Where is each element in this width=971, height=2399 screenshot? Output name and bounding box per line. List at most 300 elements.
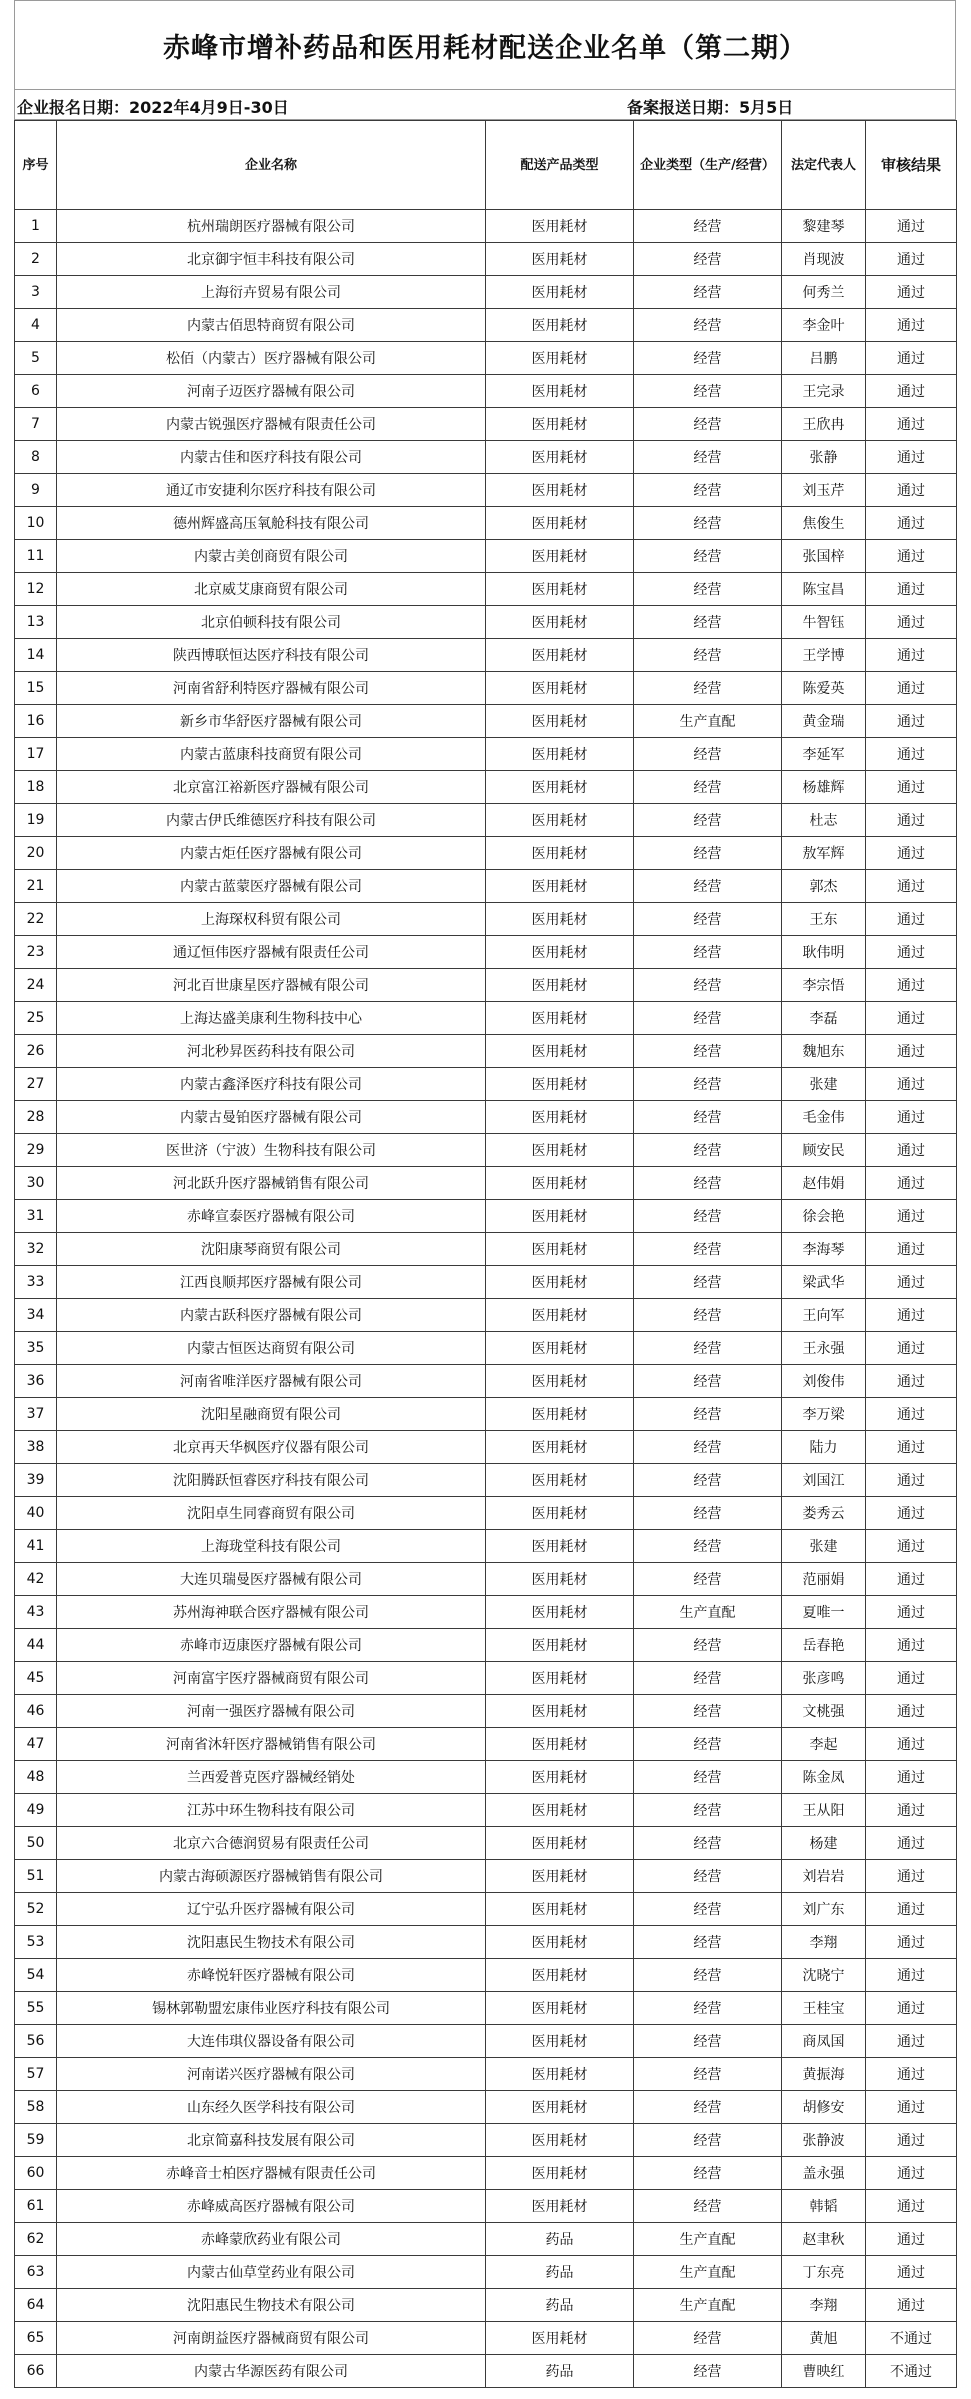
cell-type: 经营 <box>634 1959 782 1992</box>
cell-no: 1 <box>15 210 57 243</box>
cell-rep: 赵聿秋 <box>782 2223 866 2256</box>
cell-product: 医用耗材 <box>486 507 634 540</box>
cell-product: 医用耗材 <box>486 969 634 1002</box>
header-result: 审核结果 <box>866 121 957 210</box>
cell-rep: 徐会艳 <box>782 1200 866 1233</box>
cell-result: 通过 <box>866 1695 957 1728</box>
cell-product: 医用耗材 <box>486 936 634 969</box>
cell-no: 13 <box>15 606 57 639</box>
cell-result: 通过 <box>866 1068 957 1101</box>
cell-product: 医用耗材 <box>486 1860 634 1893</box>
cell-rep: 张彦鸣 <box>782 1662 866 1695</box>
table-row <box>15 408 957 441</box>
cell-result: 通过 <box>866 1629 957 1662</box>
cell-type: 经营 <box>634 1332 782 1365</box>
cell-no: 52 <box>15 1893 57 1926</box>
cell-no: 6 <box>15 375 57 408</box>
cell-type: 生产直配 <box>634 2223 782 2256</box>
cell-product: 医用耗材 <box>486 1530 634 1563</box>
cell-no: 47 <box>15 1728 57 1761</box>
cell-rep: 陈宝昌 <box>782 573 866 606</box>
cell-name: 内蒙古佳和医疗科技有限公司 <box>57 441 486 474</box>
cell-rep: 李起 <box>782 1728 866 1761</box>
cell-rep: 李翔 <box>782 1926 866 1959</box>
cell-result: 通过 <box>866 1101 957 1134</box>
cell-product: 药品 <box>486 2355 634 2388</box>
cell-result: 通过 <box>866 1200 957 1233</box>
cell-product: 医用耗材 <box>486 837 634 870</box>
cell-type: 经营 <box>634 1662 782 1695</box>
cell-name: 兰西爱普克医疗器械经销处 <box>57 1761 486 1794</box>
cell-no: 27 <box>15 1068 57 1101</box>
cell-name: 内蒙古鑫泽医疗科技有限公司 <box>57 1068 486 1101</box>
cell-name: 锡林郭勒盟宏康伟业医疗科技有限公司 <box>57 1992 486 2025</box>
cell-product: 医用耗材 <box>486 2190 634 2223</box>
cell-result: 通过 <box>866 2058 957 2091</box>
document-sheet <box>14 0 956 2386</box>
cell-rep: 沈晓宁 <box>782 1959 866 1992</box>
cell-rep: 李宗悟 <box>782 969 866 1002</box>
cell-product: 医用耗材 <box>486 1035 634 1068</box>
cell-type: 经营 <box>634 771 782 804</box>
cell-name: 内蒙古华源医药有限公司 <box>57 2355 486 2388</box>
cell-name: 内蒙古仙草堂药业有限公司 <box>57 2256 486 2289</box>
cell-result: 通过 <box>866 474 957 507</box>
cell-type: 经营 <box>634 1266 782 1299</box>
cell-type: 经营 <box>634 1629 782 1662</box>
cell-no: 9 <box>15 474 57 507</box>
cell-name: 上海琛权科贸有限公司 <box>57 903 486 936</box>
cell-result: 通过 <box>866 1992 957 2025</box>
cell-no: 22 <box>15 903 57 936</box>
cell-no: 38 <box>15 1431 57 1464</box>
cell-rep: 张静 <box>782 441 866 474</box>
cell-name: 内蒙古伊氏维德医疗科技有限公司 <box>57 804 486 837</box>
table-row <box>15 1629 957 1662</box>
cell-product: 医用耗材 <box>486 309 634 342</box>
cell-rep: 吕鹏 <box>782 342 866 375</box>
table-row <box>15 1497 957 1530</box>
table-row <box>15 1563 957 1596</box>
cell-no: 19 <box>15 804 57 837</box>
cell-name: 沈阳星融商贸有限公司 <box>57 1398 486 1431</box>
cell-result: 通过 <box>866 1134 957 1167</box>
cell-product: 药品 <box>486 2289 634 2322</box>
header-rep: 法定代表人 <box>782 121 866 210</box>
cell-rep: 王从阳 <box>782 1794 866 1827</box>
cell-product: 医用耗材 <box>486 1893 634 1926</box>
cell-name: 内蒙古曼铂医疗器械有限公司 <box>57 1101 486 1134</box>
table-row <box>15 1761 957 1794</box>
cell-name: 河南省舒利特医疗器械有限公司 <box>57 672 486 705</box>
cell-result: 通过 <box>866 804 957 837</box>
cell-product: 医用耗材 <box>486 441 634 474</box>
cell-no: 28 <box>15 1101 57 1134</box>
cell-name: 北京御宇恒丰科技有限公司 <box>57 243 486 276</box>
cell-no: 12 <box>15 573 57 606</box>
cell-type: 经营 <box>634 342 782 375</box>
cell-result: 通过 <box>866 2289 957 2322</box>
table-row <box>15 1233 957 1266</box>
cell-rep: 王永强 <box>782 1332 866 1365</box>
cell-result: 通过 <box>866 1299 957 1332</box>
table-row <box>15 1827 957 1860</box>
table-row <box>15 2124 957 2157</box>
cell-name: 沈阳惠民生物技术有限公司 <box>57 1926 486 1959</box>
table-row <box>15 771 957 804</box>
cell-product: 医用耗材 <box>486 1629 634 1662</box>
cell-name: 河南省唯洋医疗器械有限公司 <box>57 1365 486 1398</box>
cell-no: 4 <box>15 309 57 342</box>
table-row <box>15 738 957 771</box>
cell-result: 通过 <box>866 2025 957 2058</box>
table-row <box>15 2355 957 2388</box>
table-row <box>15 474 957 507</box>
cell-type: 经营 <box>634 2058 782 2091</box>
cell-type: 经营 <box>634 936 782 969</box>
cell-result: 通过 <box>866 837 957 870</box>
signup-date: 企业报名日期：2022年4月9日-30日 <box>17 98 289 117</box>
table-row <box>15 1794 957 1827</box>
cell-product: 医用耗材 <box>486 1002 634 1035</box>
cell-name: 通辽恒伟医疗器械有限责任公司 <box>57 936 486 969</box>
cell-rep: 李翔 <box>782 2289 866 2322</box>
cell-name: 大连伟琪仪器设备有限公司 <box>57 2025 486 2058</box>
cell-product: 药品 <box>486 2223 634 2256</box>
cell-type: 经营 <box>634 1431 782 1464</box>
cell-name: 苏州海神联合医疗器械有限公司 <box>57 1596 486 1629</box>
cell-product: 医用耗材 <box>486 705 634 738</box>
table-row <box>15 2058 957 2091</box>
cell-rep: 黎建琴 <box>782 210 866 243</box>
cell-name: 北京简嘉科技发展有限公司 <box>57 2124 486 2157</box>
cell-no: 61 <box>15 2190 57 2223</box>
cell-product: 医用耗材 <box>486 2058 634 2091</box>
cell-rep: 耿伟明 <box>782 936 866 969</box>
cell-product: 医用耗材 <box>486 639 634 672</box>
cell-type: 经营 <box>634 1365 782 1398</box>
cell-no: 10 <box>15 507 57 540</box>
cell-result: 通过 <box>866 2190 957 2223</box>
cell-result: 通过 <box>866 1794 957 1827</box>
cell-rep: 刘岩岩 <box>782 1860 866 1893</box>
cell-type: 经营 <box>634 1530 782 1563</box>
cell-result: 通过 <box>866 1761 957 1794</box>
table-row <box>15 2091 957 2124</box>
enterprise-table <box>14 120 957 2388</box>
cell-type: 生产直配 <box>634 2256 782 2289</box>
cell-type: 经营 <box>634 1728 782 1761</box>
cell-no: 15 <box>15 672 57 705</box>
cell-product: 医用耗材 <box>486 606 634 639</box>
cell-product: 医用耗材 <box>486 1431 634 1464</box>
cell-no: 58 <box>15 2091 57 2124</box>
table-row <box>15 969 957 1002</box>
table-row <box>15 540 957 573</box>
cell-no: 11 <box>15 540 57 573</box>
cell-name: 河南省沐轩医疗器械销售有限公司 <box>57 1728 486 1761</box>
table-row <box>15 903 957 936</box>
cell-name: 赤峰悦轩医疗器械有限公司 <box>57 1959 486 1992</box>
cell-type: 经营 <box>634 2124 782 2157</box>
cell-name: 河南富宇医疗器械商贸有限公司 <box>57 1662 486 1695</box>
table-row <box>15 1728 957 1761</box>
cell-no: 33 <box>15 1266 57 1299</box>
cell-product: 医用耗材 <box>486 1926 634 1959</box>
cell-type: 经营 <box>634 276 782 309</box>
cell-rep: 肖现波 <box>782 243 866 276</box>
cell-name: 河北百世康星医疗器械有限公司 <box>57 969 486 1002</box>
cell-name: 上海珑堂科技有限公司 <box>57 1530 486 1563</box>
cell-rep: 刘俊伟 <box>782 1365 866 1398</box>
cell-result: 通过 <box>866 870 957 903</box>
cell-type: 经营 <box>634 309 782 342</box>
table-row <box>15 1431 957 1464</box>
cell-type: 经营 <box>634 1497 782 1530</box>
table-row <box>15 1530 957 1563</box>
table-row <box>15 705 957 738</box>
cell-name: 赤峰威高医疗器械有限公司 <box>57 2190 486 2223</box>
table-row <box>15 342 957 375</box>
table-row <box>15 1398 957 1431</box>
cell-type: 经营 <box>634 441 782 474</box>
cell-rep: 梁武华 <box>782 1266 866 1299</box>
header-product: 配送产品类型 <box>486 121 634 210</box>
cell-product: 医用耗材 <box>486 408 634 441</box>
cell-rep: 商凤国 <box>782 2025 866 2058</box>
cell-product: 医用耗材 <box>486 1332 634 1365</box>
cell-no: 26 <box>15 1035 57 1068</box>
cell-rep: 毛金伟 <box>782 1101 866 1134</box>
cell-product: 医用耗材 <box>486 342 634 375</box>
cell-no: 29 <box>15 1134 57 1167</box>
cell-no: 48 <box>15 1761 57 1794</box>
cell-type: 经营 <box>634 738 782 771</box>
table-row <box>15 1035 957 1068</box>
cell-name: 德州辉盛高压氧舱科技有限公司 <box>57 507 486 540</box>
cell-result: 通过 <box>866 1035 957 1068</box>
cell-product: 医用耗材 <box>486 1101 634 1134</box>
cell-product: 医用耗材 <box>486 1497 634 1530</box>
table-row <box>15 1299 957 1332</box>
cell-name: 辽宁弘升医疗器械有限公司 <box>57 1893 486 1926</box>
cell-product: 医用耗材 <box>486 1167 634 1200</box>
table-row <box>15 1200 957 1233</box>
cell-result: 通过 <box>866 1167 957 1200</box>
cell-no: 3 <box>15 276 57 309</box>
cell-product: 医用耗材 <box>486 2124 634 2157</box>
table-row <box>15 1596 957 1629</box>
cell-type: 经营 <box>634 243 782 276</box>
cell-product: 医用耗材 <box>486 243 634 276</box>
cell-result: 通过 <box>866 738 957 771</box>
cell-result: 通过 <box>866 969 957 1002</box>
cell-product: 医用耗材 <box>486 738 634 771</box>
cell-product: 医用耗材 <box>486 2157 634 2190</box>
cell-product: 医用耗材 <box>486 540 634 573</box>
cell-type: 经营 <box>634 1233 782 1266</box>
table-row <box>15 1002 957 1035</box>
cell-product: 医用耗材 <box>486 2091 634 2124</box>
cell-product: 医用耗材 <box>486 1596 634 1629</box>
cell-type: 经营 <box>634 1761 782 1794</box>
cell-no: 54 <box>15 1959 57 1992</box>
cell-result: 通过 <box>866 540 957 573</box>
cell-rep: 陆力 <box>782 1431 866 1464</box>
cell-name: 沈阳卓生同睿商贸有限公司 <box>57 1497 486 1530</box>
cell-result: 通过 <box>866 1563 957 1596</box>
cell-result: 通过 <box>866 771 957 804</box>
cell-result: 通过 <box>866 606 957 639</box>
cell-name: 河南朗益医疗器械商贸有限公司 <box>57 2322 486 2355</box>
cell-rep: 夏唯一 <box>782 1596 866 1629</box>
cell-rep: 王桂宝 <box>782 1992 866 2025</box>
table-row <box>15 1167 957 1200</box>
cell-name: 江西良顺邦医疗器械有限公司 <box>57 1266 486 1299</box>
cell-result: 通过 <box>866 210 957 243</box>
cell-name: 内蒙古海硕源医疗器械销售有限公司 <box>57 1860 486 1893</box>
table-body <box>15 210 957 2388</box>
cell-result: 通过 <box>866 2124 957 2157</box>
cell-product: 医用耗材 <box>486 672 634 705</box>
table-row <box>15 2157 957 2190</box>
cell-no: 2 <box>15 243 57 276</box>
table-row <box>15 1068 957 1101</box>
cell-result: 通过 <box>866 375 957 408</box>
cell-rep: 杜志 <box>782 804 866 837</box>
cell-result: 通过 <box>866 2223 957 2256</box>
cell-type: 经营 <box>634 1068 782 1101</box>
cell-no: 57 <box>15 2058 57 2091</box>
cell-no: 50 <box>15 1827 57 1860</box>
table-row <box>15 309 957 342</box>
cell-no: 8 <box>15 441 57 474</box>
cell-no: 35 <box>15 1332 57 1365</box>
cell-name: 北京威艾康商贸有限公司 <box>57 573 486 606</box>
cell-type: 经营 <box>634 408 782 441</box>
cell-rep: 李磊 <box>782 1002 866 1035</box>
table-row <box>15 804 957 837</box>
cell-no: 20 <box>15 837 57 870</box>
cell-result: 通过 <box>866 1233 957 1266</box>
table-row <box>15 441 957 474</box>
cell-type: 经营 <box>634 639 782 672</box>
cell-type: 经营 <box>634 210 782 243</box>
cell-result: 通过 <box>866 1827 957 1860</box>
cell-type: 经营 <box>634 1860 782 1893</box>
table-row <box>15 1926 957 1959</box>
filing-date: 备案报送日期：5月5日 <box>627 98 794 117</box>
cell-product: 医用耗材 <box>486 804 634 837</box>
cell-no: 7 <box>15 408 57 441</box>
cell-rep: 郭杰 <box>782 870 866 903</box>
cell-product: 医用耗材 <box>486 1266 634 1299</box>
table-header-row <box>15 121 957 210</box>
cell-product: 医用耗材 <box>486 1728 634 1761</box>
cell-no: 66 <box>15 2355 57 2388</box>
cell-rep: 陈爱英 <box>782 672 866 705</box>
cell-type: 经营 <box>634 1893 782 1926</box>
cell-name: 大连贝瑞曼医疗器械有限公司 <box>57 1563 486 1596</box>
cell-no: 14 <box>15 639 57 672</box>
cell-rep: 李万梁 <box>782 1398 866 1431</box>
cell-rep: 丁东亮 <box>782 2256 866 2289</box>
cell-name: 沈阳腾跃恒睿医疗科技有限公司 <box>57 1464 486 1497</box>
cell-no: 30 <box>15 1167 57 1200</box>
cell-result: 通过 <box>866 276 957 309</box>
table-row <box>15 1332 957 1365</box>
cell-name: 沈阳惠民生物技术有限公司 <box>57 2289 486 2322</box>
cell-type: 经营 <box>634 1167 782 1200</box>
cell-product: 医用耗材 <box>486 1695 634 1728</box>
cell-name: 山东经久医学科技有限公司 <box>57 2091 486 2124</box>
cell-result: 通过 <box>866 936 957 969</box>
cell-rep: 敖军辉 <box>782 837 866 870</box>
cell-result: 通过 <box>866 1728 957 1761</box>
cell-result: 通过 <box>866 243 957 276</box>
table-row <box>15 2025 957 2058</box>
cell-no: 32 <box>15 1233 57 1266</box>
cell-no: 5 <box>15 342 57 375</box>
table-row <box>15 2256 957 2289</box>
table-row <box>15 1365 957 1398</box>
cell-result: 通过 <box>866 507 957 540</box>
cell-product: 医用耗材 <box>486 903 634 936</box>
cell-product: 医用耗材 <box>486 573 634 606</box>
cell-product: 医用耗材 <box>486 1992 634 2025</box>
cell-product: 医用耗材 <box>486 1233 634 1266</box>
cell-result: 不通过 <box>866 2355 957 2388</box>
cell-rep: 刘广东 <box>782 1893 866 1926</box>
cell-no: 41 <box>15 1530 57 1563</box>
cell-rep: 李海琴 <box>782 1233 866 1266</box>
header-type: 企业类型（生产/经营） <box>634 121 782 210</box>
cell-name: 内蒙古蓝蒙医疗器械有限公司 <box>57 870 486 903</box>
cell-product: 医用耗材 <box>486 1827 634 1860</box>
cell-product: 医用耗材 <box>486 474 634 507</box>
cell-type: 经营 <box>634 606 782 639</box>
cell-product: 医用耗材 <box>486 1464 634 1497</box>
cell-type: 经营 <box>634 870 782 903</box>
cell-type: 经营 <box>634 573 782 606</box>
cell-rep: 曹映红 <box>782 2355 866 2388</box>
cell-type: 经营 <box>634 672 782 705</box>
cell-product: 医用耗材 <box>486 1365 634 1398</box>
cell-product: 医用耗材 <box>486 1299 634 1332</box>
table-row <box>15 2190 957 2223</box>
cell-name: 北京六合德润贸易有限责任公司 <box>57 1827 486 1860</box>
cell-name: 河南诺兴医疗器械有限公司 <box>57 2058 486 2091</box>
title-row <box>14 0 956 90</box>
cell-name: 松佰（内蒙古）医疗器械有限公司 <box>57 342 486 375</box>
cell-type: 经营 <box>634 1200 782 1233</box>
table-row <box>15 1893 957 1926</box>
cell-no: 56 <box>15 2025 57 2058</box>
cell-name: 内蒙古恒医达商贸有限公司 <box>57 1332 486 1365</box>
cell-no: 31 <box>15 1200 57 1233</box>
cell-rep: 王东 <box>782 903 866 936</box>
cell-no: 53 <box>15 1926 57 1959</box>
table-row <box>15 1662 957 1695</box>
cell-result: 通过 <box>866 1431 957 1464</box>
cell-product: 医用耗材 <box>486 1200 634 1233</box>
cell-rep: 王学博 <box>782 639 866 672</box>
cell-rep: 王完录 <box>782 375 866 408</box>
cell-name: 北京再天华枫医疗仪器有限公司 <box>57 1431 486 1464</box>
cell-no: 25 <box>15 1002 57 1035</box>
cell-name: 上海达盛美康利生物科技中心 <box>57 1002 486 1035</box>
cell-name: 沈阳康琴商贸有限公司 <box>57 1233 486 1266</box>
